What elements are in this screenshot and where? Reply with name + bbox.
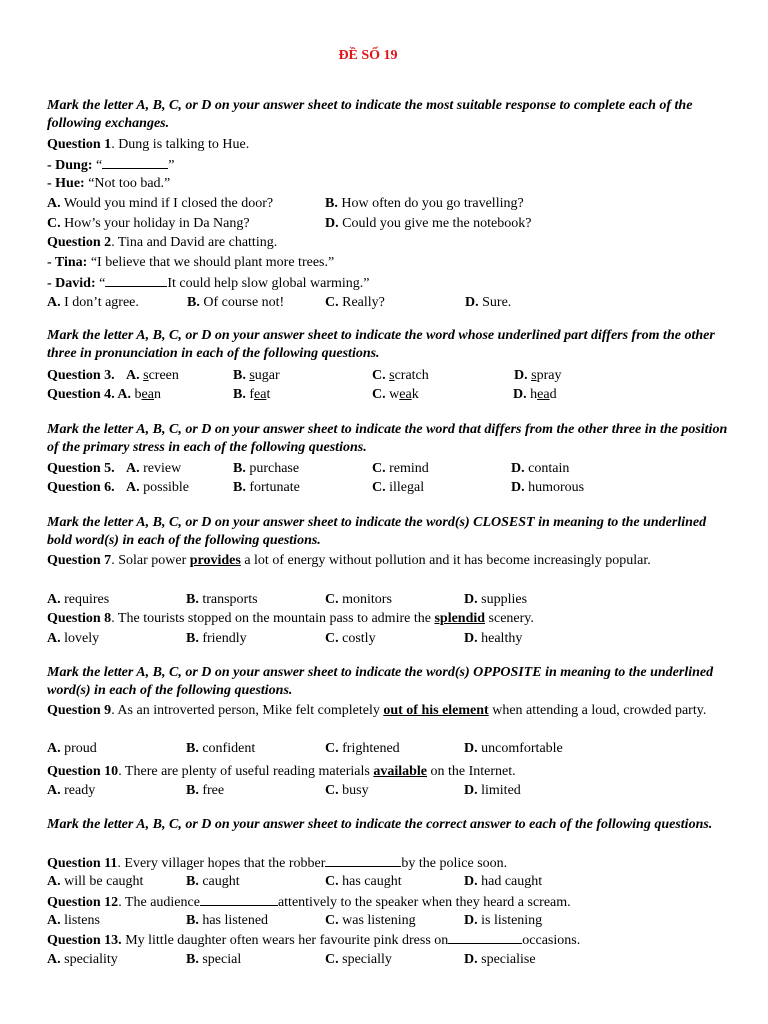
question-8-stem: Question 8. The tourists stopped on the mountain pass to admire the splendid scenery. (47, 611, 534, 626)
question-13-stem: Question 13. My little daughter often wears her favourite pink dress on occasions. (47, 933, 581, 948)
question-5-row: Question 5. A. review B. purchase C. remind D. contain (47, 461, 570, 476)
answer-blank (102, 156, 168, 169)
key-word: available (373, 764, 427, 779)
section-instruction-1: Mark the letter A, B, C, or D on your answer sheet to indicate the most suitable response to complete each of the following exchanges. (47, 98, 693, 131)
question-2-line-tina: - Tina: “I believe that we should plant more trees.” (47, 255, 335, 270)
section-instruction-6: Mark the letter A, B, C, or D on your answer sheet to indicate the correct answer to each of the following questions. (47, 817, 713, 832)
section-instruction-4: Mark the letter A, B, C, or D on your answer sheet to indicate the word(s) CLOSEST in meaning to the underlined bold word(s) in each of the following questions. (47, 515, 707, 548)
page-title: ĐỀ SỐ 19 (338, 48, 398, 63)
answer-blank (105, 274, 167, 287)
question-9-label: Question 9 (47, 703, 112, 718)
question-4-label: Question 4 (47, 387, 112, 402)
question-12-label: Question 12 (47, 895, 119, 910)
question-11-stem: Question 11. Every villager hopes that the robber by the police soon. (47, 856, 508, 871)
answer-blank (200, 893, 278, 906)
question-3-row: Question 3. A. screen B. sugar C. scratch D. spray (47, 368, 562, 383)
question-2-line-david: - David: “ It could help slow global warming.” (47, 276, 370, 291)
question-11-label: Question 11 (47, 856, 118, 871)
question-10-label: Question 10 (47, 764, 119, 779)
question-13-label: Question 13. (47, 933, 122, 948)
section-instruction-2: Mark the letter A, B, C, or D on your answer sheet to indicate the word whose underlined part differs from the other three in pronunciation in each of the following questions. (47, 328, 715, 361)
question-1-line-hue: - Hue: “Not too bad.” (47, 176, 171, 191)
question-1-label: Question 1 (47, 137, 112, 152)
question-2-stem: Question 2. Tina and David are chatting. (47, 235, 278, 250)
question-1-line-dung: - Dung: “ ” (47, 158, 175, 173)
question-3-label: Question 3. (47, 368, 115, 383)
question-1-stem: Question 1. Dung is talking to Hue. (47, 137, 250, 152)
answer-blank (325, 854, 401, 867)
question-9-stem: Question 9. As an introverted person, Mike felt completely out of his element when attending a loud, crowded party. (47, 703, 707, 718)
question-6-label: Question 6. (47, 480, 115, 495)
question-6-row: Question 6. A. possible B. fortunate C. illegal D. humorous (47, 480, 585, 495)
key-phrase: out of his element (383, 703, 489, 718)
key-word: provides (189, 553, 241, 568)
question-4-row: Question 4. A. bean B. feat C. weak D. head (47, 387, 557, 402)
question-2-label: Question 2 (47, 235, 112, 250)
question-8-label: Question 8 (47, 611, 112, 626)
question-10-stem: Question 10. There are plenty of useful reading materials available on the Internet. (47, 764, 516, 779)
question-7-stem: Question 7. Solar power provides a lot of energy without pollution and it has become increasingly popular. (47, 553, 651, 568)
question-7-label: Question 7 (47, 553, 112, 568)
key-word: splendid (434, 611, 486, 626)
question-5-label: Question 5. (47, 461, 115, 476)
section-instruction-5: Mark the letter A, B, C, or D on your answer sheet to indicate the word(s) OPPOSITE in meaning to the underlined word(s) in each of the following questions. (47, 665, 714, 698)
question-12-stem: Question 12. The audience attentively to the speaker when they heard a scream. (47, 895, 571, 910)
section-instruction-3: Mark the letter A, B, C, or D on your answer sheet to indicate the word that differs from the other three in the position of the primary stress in each of the following questions. (47, 422, 728, 455)
answer-blank (448, 931, 522, 944)
